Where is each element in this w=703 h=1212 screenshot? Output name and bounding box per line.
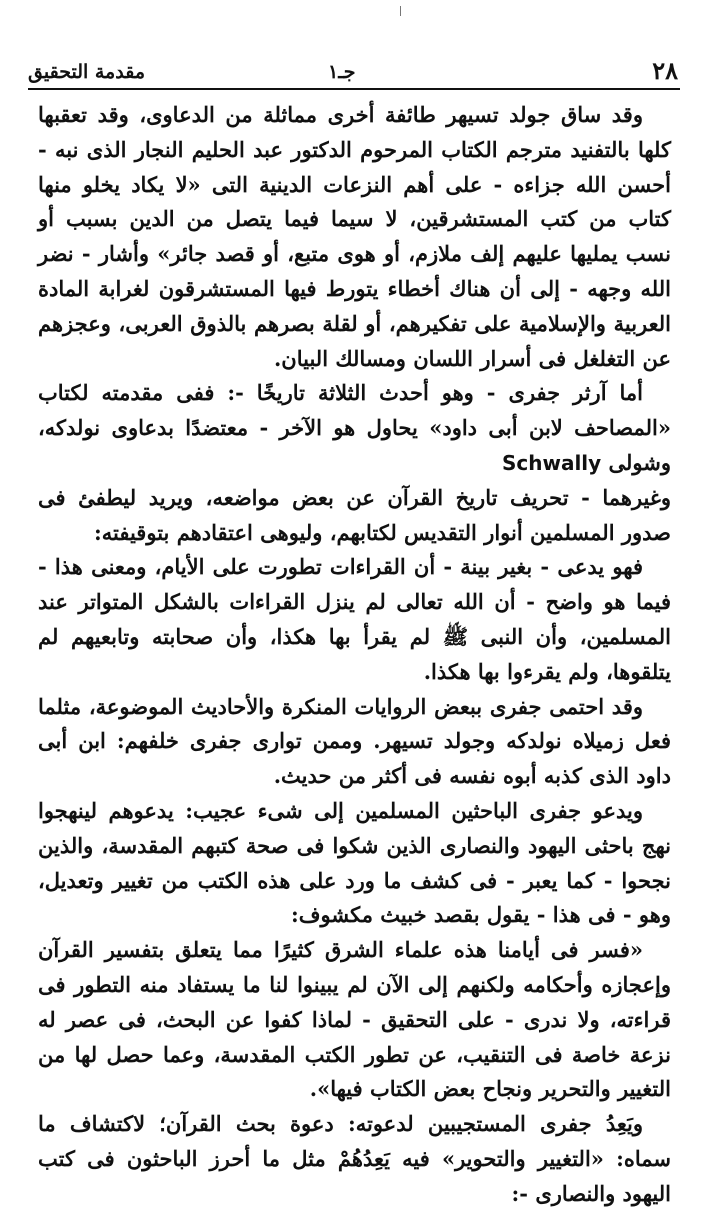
paragraph: ويَعِدُ جفرى المستجيبين لدعوته: دعوة بحث القرآن؛ لاكتشاف ما سماه: «التغيير والتحوير» فيه يَعِدُهُمْ مثل ما أحرز الباحثون فى كتب اليهود والنصارى -: [38, 1111, 671, 1206]
paragraph: وغيرهما - تحريف تاريخ القرآن عن بعض مواضعه، ويريد ليطفئ فى صدور المسلمين أنوار التقديس لكتابهم، وليوهى اعتقادهم بتوقيفته: [38, 484, 671, 545]
paragraph [38, 376, 671, 480]
quote-paragraph: «فسر فى أيامنا هذه علماء الشرق كثيرًا مما يتعلق بتفسير القرآن وإعجازه وأحكامه ولكنهم إلى الآن لم يبينوا لنا ما يستفاد منه التطور فى قراءته، ولا ندرى - على التحقيق - لماذا كفوا عن البحث، فى عصر له نزعة خاصة فى التنقيب، عن تطور الكتب المقدسة، وعما حصل لها من التغيير والتحرير ونجاح بعض الكتاب فيها». [38, 937, 671, 1102]
page-header [28, 58, 678, 84]
scan-mark [400, 6, 401, 16]
volume-label: جـ١ [328, 61, 356, 83]
paragraph: وقد ساق جولد تسيهر طائفة أخرى مماثلة من الدعاوى، وقد تعقبها كلها بالتفنيد مترجم الكتاب المرحوم الدكتور عبد الحليم النجار الذى نبه - أحسن الله جزاءه - على أهم النزعات الدينية التى «لا يكاد يخلو منها كتاب من كتب المستشرقين، لا سيما فيما يتصل من الدين بسبب أو نسب يمليها عليهم إلف ملازم، أو هوى متبع، أو قصد جائر» وأشار - نضر الله وجهه - إلى أن هناك أخطاء يتورط فيها المستشرقون لغرابة المادة العربية والإسلامية على تفكيرهم، أو لقلة بصرهم بالذوق العربى، وعجزهم عن التغلغل فى أسرار اللسان ومسالك البيان. [38, 102, 671, 371]
section-title: مقدمة التحقيق [28, 61, 145, 83]
paragraph-text: أما آرثر جفرى - وهو أحدث الثلاثة تاريخًا -: ففى مقدمته لكتاب «المصاحف لابن أبى داود» يحاول هو الآخر - معتضدًا بدعاوى نولدكه، وشولى [38, 380, 671, 475]
page-number: ٢٨ [652, 56, 678, 85]
paragraph: فهو يدعى - بغير بينة - أن القراءات تطورت على الأيام، ومعنى هذا - فيما هو واضح - أن الله تعالى لم ينزل القراءات بالشكل المتواتر عند المسلمين، وأن النبى ﷺ لم يقرأ بها هكذا، وأن صحابته وتابعيهم لم يتلقوها، ولم يقرءوا بها هكذا. [38, 554, 671, 684]
paragraph: ويدعو جفرى الباحثين المسلمين إلى شىء عجيب: يدعوهم لينهجوا نهج باحثى اليهود والنصارى الذين شكوا فى صحة كتبهم المقدسة، والذين نجحوا - كما يعبر - فى كشف ما ورد على هذه الكتب من تغيير وتعديل، وهو - فى هذا - يقول بقصد خبيث مكشوف: [38, 797, 671, 928]
body-text [38, 98, 671, 1206]
header-rule [28, 88, 680, 90]
latin-name: Schwally [501, 450, 602, 475]
paragraph: وقد احتمى جفرى ببعض الروايات المنكرة والأحاديث الموضوعة، مثلما فعل زميلاه نولدكه وجولد تسيهر. وممن توارى جفرى خلفهم: ابن أبى داود الذى كذبه أبوه نفسه فى أكثر من حديث. [38, 693, 671, 789]
